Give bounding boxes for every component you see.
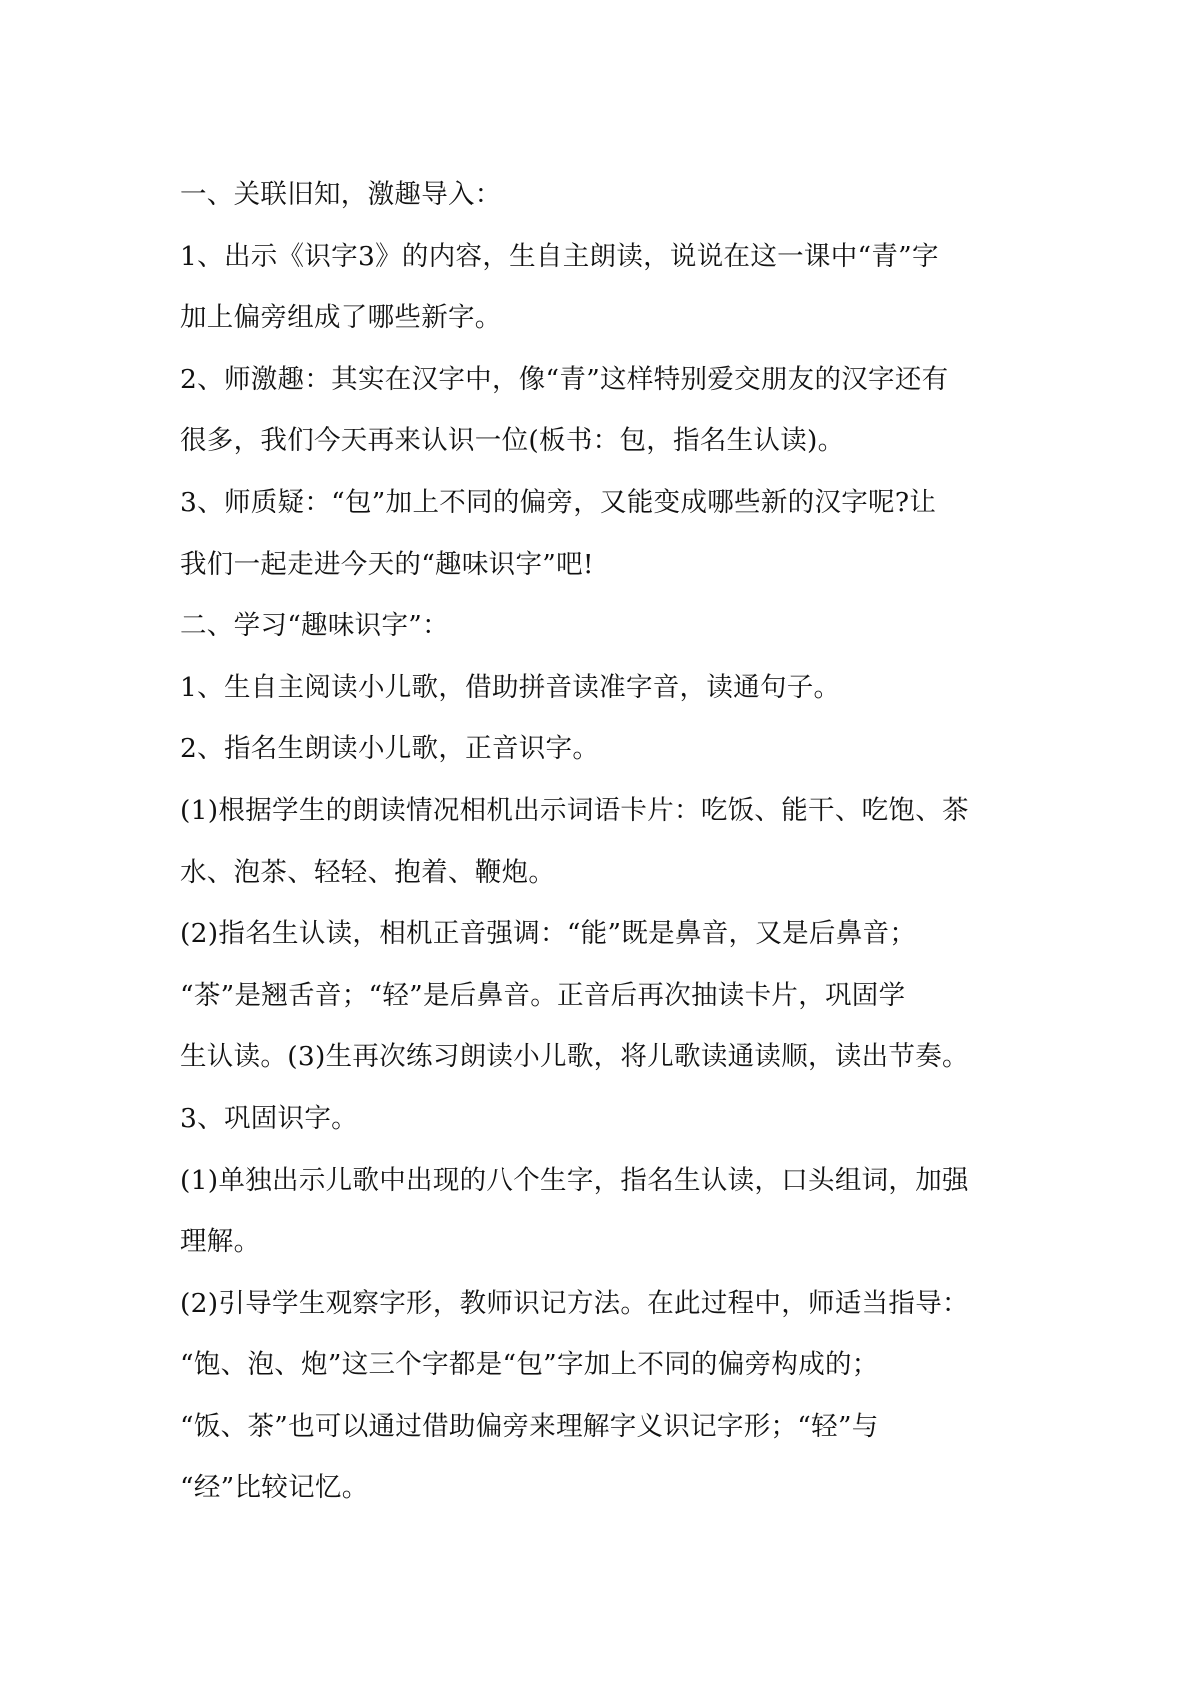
paragraph-line: “茶”是翘舌音；“轻”是后鼻音。正音后再次抽读卡片，巩固学 [180, 979, 906, 1011]
paragraph-line: 2、师激趣：其实在汉字中，像“青”这样特别爱交朋友的汉字还有 [180, 363, 949, 395]
paragraph-line: 2、指名生朗读小儿歌，正音识字。 [180, 733, 600, 765]
paragraph-line: (2)引导学生观察字形，教师识记方法。在此过程中，师适当指导： [180, 1287, 969, 1319]
paragraph-line: 理解。 [180, 1226, 261, 1258]
paragraph-line: (1)单独出示儿歌中出现的八个生字，指名生认读，口头组词，加强 [180, 1164, 969, 1196]
paragraph-line: 我们一起走进今天的“趣味识字”吧! [180, 548, 594, 580]
section-heading-1: 一、关联旧知，激趣导入： [180, 179, 502, 210]
paragraph-line: 1、出示《识字3》的内容，生自主朗读，说说在这一课中“青”字 [180, 240, 939, 272]
paragraph-line: 生认读。(3)生再次练习朗读小儿歌，将儿歌读通读顺，读出节奏。 [180, 1041, 969, 1073]
document-body [180, 164, 1018, 1519]
paragraph-line: “经”比较记忆。 [180, 1472, 369, 1504]
paragraph-line: 很多，我们今天再来认识一位(板书：包，指名生认读)。 [180, 425, 845, 457]
paragraph-line: (2)指名生认读，相机正音强调：“能”既是鼻音，又是后鼻音； [180, 918, 917, 950]
paragraph-line: (1)根据学生的朗读情况相机出示词语卡片：吃饭、能干、吃饱、茶 [180, 794, 969, 826]
paragraph-line: “饭、茶”也可以通过借助偏旁来理解字义识记字形；“轻”与 [180, 1410, 879, 1442]
section-heading-2: 二、学习“趣味识字”： [180, 610, 449, 642]
paragraph-line: 1、生自主阅读小儿歌，借助拼音读准字音，读通句子。 [180, 671, 841, 703]
paragraph-line: 加上偏旁组成了哪些新字。 [180, 302, 502, 334]
paragraph-line: “饱、泡、炮”这三个字都是“包”字加上不同的偏旁构成的； [180, 1349, 879, 1381]
paragraph-line: 水、泡茶、轻轻、抱着、鞭炮。 [180, 856, 556, 888]
paragraph-line: 3、巩固识字。 [180, 1102, 358, 1134]
paragraph-line: 3、师质疑：“包”加上不同的偏旁，又能变成哪些新的汉字呢?让 [180, 486, 937, 518]
